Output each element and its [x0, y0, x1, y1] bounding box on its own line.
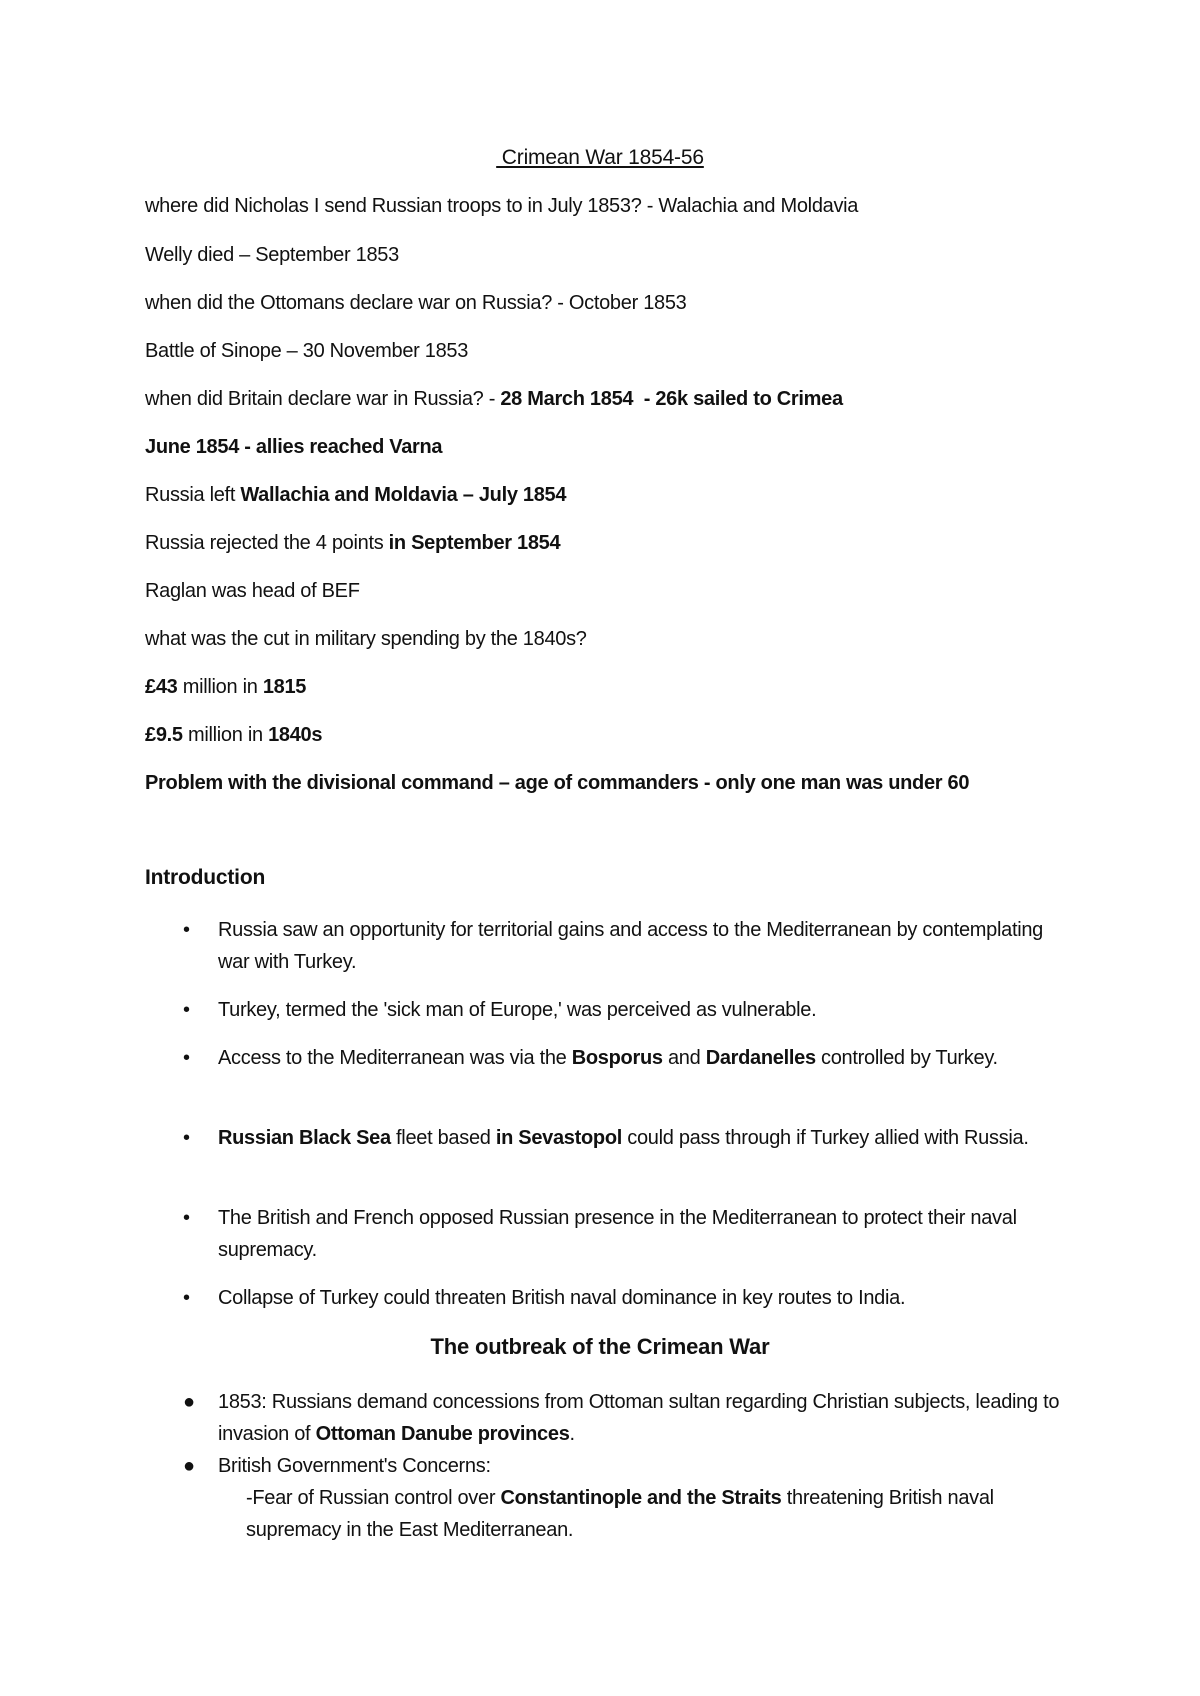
note-q5: [145, 388, 843, 411]
text-run-bold: in Sevastopol: [495, 1127, 622, 1149]
outbreak-bullet-text: [218, 1450, 1075, 1546]
text-run: threatening British naval supremacy in the East Mediterranean.: [246, 1487, 994, 1541]
text-run: British Government's Concerns:: [218, 1455, 491, 1477]
text-run: could pass through if Turkey allied with Russia.: [622, 1127, 1029, 1149]
outbreak-bullet: [145, 1386, 1075, 1450]
note-l11-year: 1815: [262, 676, 307, 698]
note-l8-bold: in September 1854: [388, 532, 561, 554]
note-l7-prefix: Russia left: [145, 484, 241, 506]
note-l12-mid: million in: [182, 724, 269, 746]
note-l9: Raglan was head of BEF: [145, 580, 360, 602]
text-run: Access to the Mediterranean was via the: [218, 1047, 572, 1069]
note-l12-amount: £9.5: [145, 724, 183, 746]
intro-bullet: [145, 1202, 1075, 1266]
note-q3: when did the Ottomans declare war on Russia? - October 1853: [145, 292, 687, 314]
text-run-bold: Dardanelles: [705, 1047, 816, 1069]
intro-bullet-text: [218, 1122, 1075, 1154]
text-run-bold: Bosporus: [571, 1047, 663, 1069]
intro-bullet: [145, 1042, 1075, 1074]
text-run-bold: Ottoman Danube provinces: [315, 1423, 570, 1445]
text-run: .: [569, 1423, 575, 1445]
text-run: and: [662, 1047, 706, 1069]
note-l12-year: 1840s: [268, 724, 323, 746]
outbreak-bullet: [145, 1450, 1075, 1546]
intro-bullet-text: Turkey, termed the 'sick man of Europe,' was perceived as vulnerable.: [218, 999, 817, 1021]
note-l8: [145, 532, 560, 555]
bullet-icon: •: [183, 999, 191, 1021]
note-l12: [145, 724, 322, 747]
page-title: Crimean War 1854-56: [496, 146, 704, 169]
text-run: controlled by Turkey.: [815, 1047, 998, 1069]
note-q10: what was the cut in military spending by the 1840s?: [145, 628, 587, 650]
outbreak-subpoint: [218, 1482, 1075, 1546]
note-q5-prefix: when did Britain declare war in Russia? -: [145, 388, 501, 410]
note-l7: [145, 484, 566, 507]
intro-bullet: [145, 914, 1075, 978]
intro-bullet-text: [218, 1042, 1075, 1074]
bullet-icon: •: [183, 919, 191, 941]
bullet-icon: •: [183, 1207, 191, 1229]
bullet-icon: •: [183, 1287, 191, 1309]
note-l6: June 1854 - allies reached Varna: [145, 436, 443, 458]
bullet-icon: ●: [183, 1391, 196, 1413]
intro-bullet-text: The British and French opposed Russian presence in the Mediterranean to protect their naval supremacy.: [218, 1207, 1017, 1261]
note-l7-bold: Wallachia and Moldavia – July 1854: [240, 484, 567, 506]
outbreak-bullet-text: [218, 1386, 1075, 1450]
note-l4: Battle of Sinope – 30 November 1853: [145, 340, 469, 362]
bullet-icon: •: [183, 1047, 191, 1069]
text-run: fleet based: [390, 1127, 496, 1149]
note-l11: [145, 676, 306, 699]
note-q5-bold: 28 March 1854 - 26k sailed to Crimea: [500, 388, 843, 410]
bullet-icon: ●: [183, 1455, 196, 1477]
note-l11-mid: million in: [177, 676, 263, 698]
section-heading-outbreak: The outbreak of the Crimean War: [430, 1334, 770, 1359]
text-run: -Fear of Russian control over: [246, 1487, 501, 1509]
section-heading-introduction: Introduction: [145, 866, 266, 889]
note-q1: where did Nicholas I send Russian troops to in July 1853? - Walachia and Moldavia: [145, 195, 859, 217]
text-run: 1853: Russians demand concessions from Ottoman sultan regarding Christian subjects, leading to invasion of: [218, 1391, 1060, 1445]
intro-bullet: [145, 1282, 1075, 1314]
intro-bullet-text: Collapse of Turkey could threaten British naval dominance in key routes to India.: [218, 1287, 906, 1309]
intro-bullet-text: Russia saw an opportunity for territorial gains and access to the Mediterranean by contemplating war with Turkey.: [218, 919, 1043, 973]
bullet-icon: •: [183, 1127, 191, 1149]
text-run-bold: Constantinople and the Straits: [500, 1487, 782, 1509]
note-l11-amount: £43: [145, 676, 178, 698]
note-l13: Problem with the divisional command – age of commanders - only one man was under 60: [145, 772, 970, 794]
text-run-bold: Russian Black Sea: [218, 1127, 391, 1149]
note-l2: Welly died – September 1853: [145, 244, 399, 266]
intro-bullet: [145, 994, 1075, 1026]
note-l8-prefix: Russia rejected the 4 points: [145, 532, 389, 554]
intro-bullet: [145, 1122, 1075, 1154]
